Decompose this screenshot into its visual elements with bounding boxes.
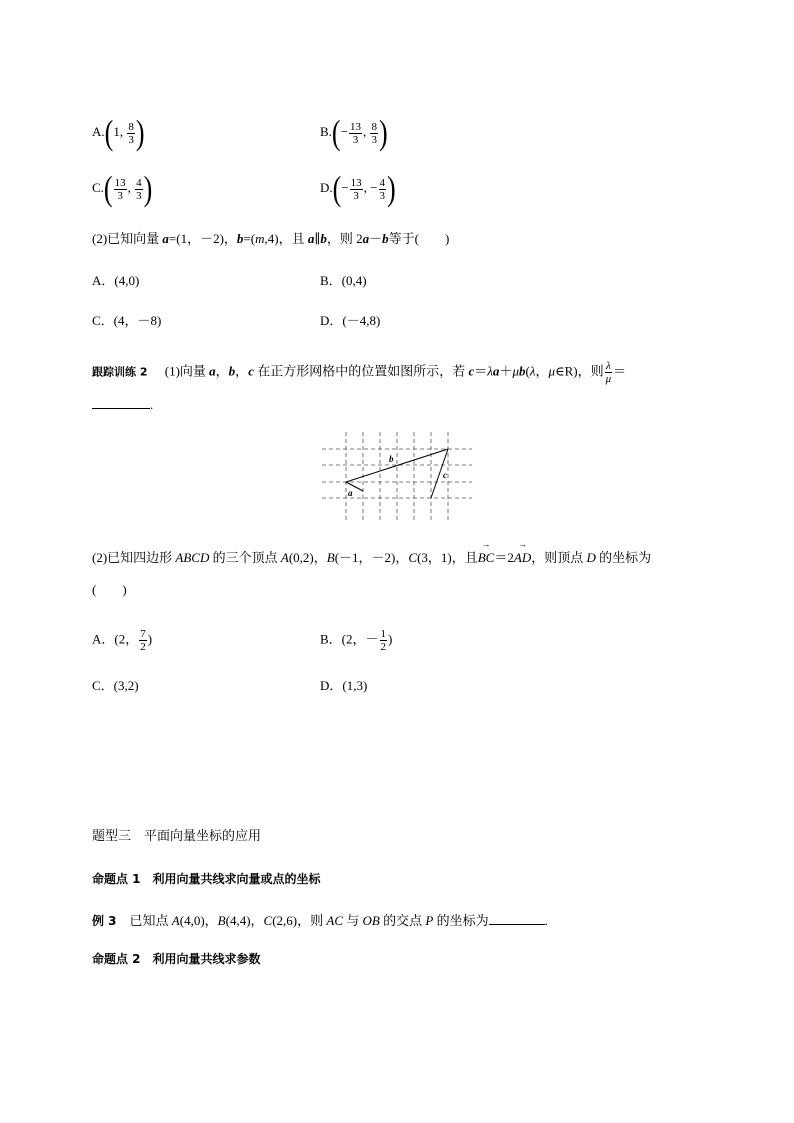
q2-option-d: D．(－4,8) bbox=[320, 313, 381, 328]
q3-paren: ( ) bbox=[92, 582, 127, 597]
fraction: $\frac{7}{2}$ bbox=[140, 628, 146, 653]
q2-option-b: B．(0,4) bbox=[320, 273, 367, 288]
q3-option-c: C．(3,2) bbox=[92, 678, 139, 693]
option-b: B.(− $\frac{13}{3}$ , $\frac{8}{3}$ ) bbox=[320, 112, 388, 152]
fraction: $\frac{8}{3}$ bbox=[128, 120, 134, 146]
example-3: 例 3 已知点 A(4,0)，B(4,4)，C(2,6)，则 AC 与 OB 的交点 P 的坐标为 . bbox=[92, 913, 548, 928]
label-b: b bbox=[389, 454, 394, 464]
q3-option-d: D．(1,3) bbox=[320, 678, 368, 693]
vector-bc: → BC bbox=[478, 549, 495, 567]
q2-option-a: A．(4,0) bbox=[92, 273, 140, 288]
q2-option-c: C．(4，－8) bbox=[92, 313, 162, 328]
training-blank: . bbox=[92, 396, 153, 414]
option-d: D.(− $\frac{13}{3}$ , − $\frac{4}{3}$ ) bbox=[320, 168, 396, 208]
subsection-point-2: 命题点 2 利用向量共线求参数 bbox=[92, 952, 261, 966]
q3-option-b: B．(2，－ $\frac{1}{2}$ ) bbox=[320, 628, 393, 653]
option-a: A.(1, $\frac{8}{3}$ ) bbox=[92, 112, 145, 152]
training-tag: 跟踪训练 2 bbox=[92, 365, 148, 379]
vector-grid-figure bbox=[322, 432, 472, 522]
grid-lines bbox=[322, 432, 472, 522]
training-stem: 跟踪训练 2 (1)向量 a，b，c 在正方形网格中的位置如图所示，若 c＝λa＋μb(λ，μ∈R)，则 $\frac{\lambda}{\mu}$ ＝ bbox=[92, 360, 627, 385]
question-2-stem: (2)已知向量 a=(1，－2)，b=(m,4)，且 a∥b，则 2a－b等于( ) bbox=[92, 231, 450, 246]
section-title: 题型三 平面向量坐标的应用 bbox=[92, 829, 262, 844]
q3-stem: (2)已知四边形 ABCD 的三个顶点 A(0,2)，B(－1，－2)，C(3，1)，且→ BC＝2→ AD，则顶点 D 的坐标为 bbox=[92, 549, 651, 567]
fraction: $\frac{4}{3}$ bbox=[136, 176, 142, 202]
label-a: a bbox=[348, 488, 353, 498]
label-c: c bbox=[443, 470, 447, 480]
fraction: $\frac{8}{3}$ bbox=[371, 120, 377, 146]
fraction: $\frac{4}{3}$ bbox=[379, 176, 385, 202]
example-tag: 例 3 bbox=[92, 914, 117, 928]
fraction: $\frac{13}{3}$ bbox=[349, 120, 361, 146]
subsection-point-1: 命题点 1 利用向量共线求向量或点的坐标 bbox=[92, 872, 321, 886]
fraction: $\frac{1}{2}$ bbox=[380, 628, 387, 653]
option-c: C.( $\frac{13}{3}$ , $\frac{4}{3}$ ) bbox=[92, 168, 153, 208]
fraction: $\frac{\lambda}{\mu}$ bbox=[605, 360, 612, 385]
q3-option-a: A．(2， $\frac{7}{2}$ ) bbox=[92, 628, 153, 653]
vector-ad: → AD bbox=[514, 549, 531, 567]
fraction: $\frac{13}{3}$ bbox=[350, 176, 362, 202]
fraction: $\frac{13}{3}$ bbox=[114, 176, 126, 202]
